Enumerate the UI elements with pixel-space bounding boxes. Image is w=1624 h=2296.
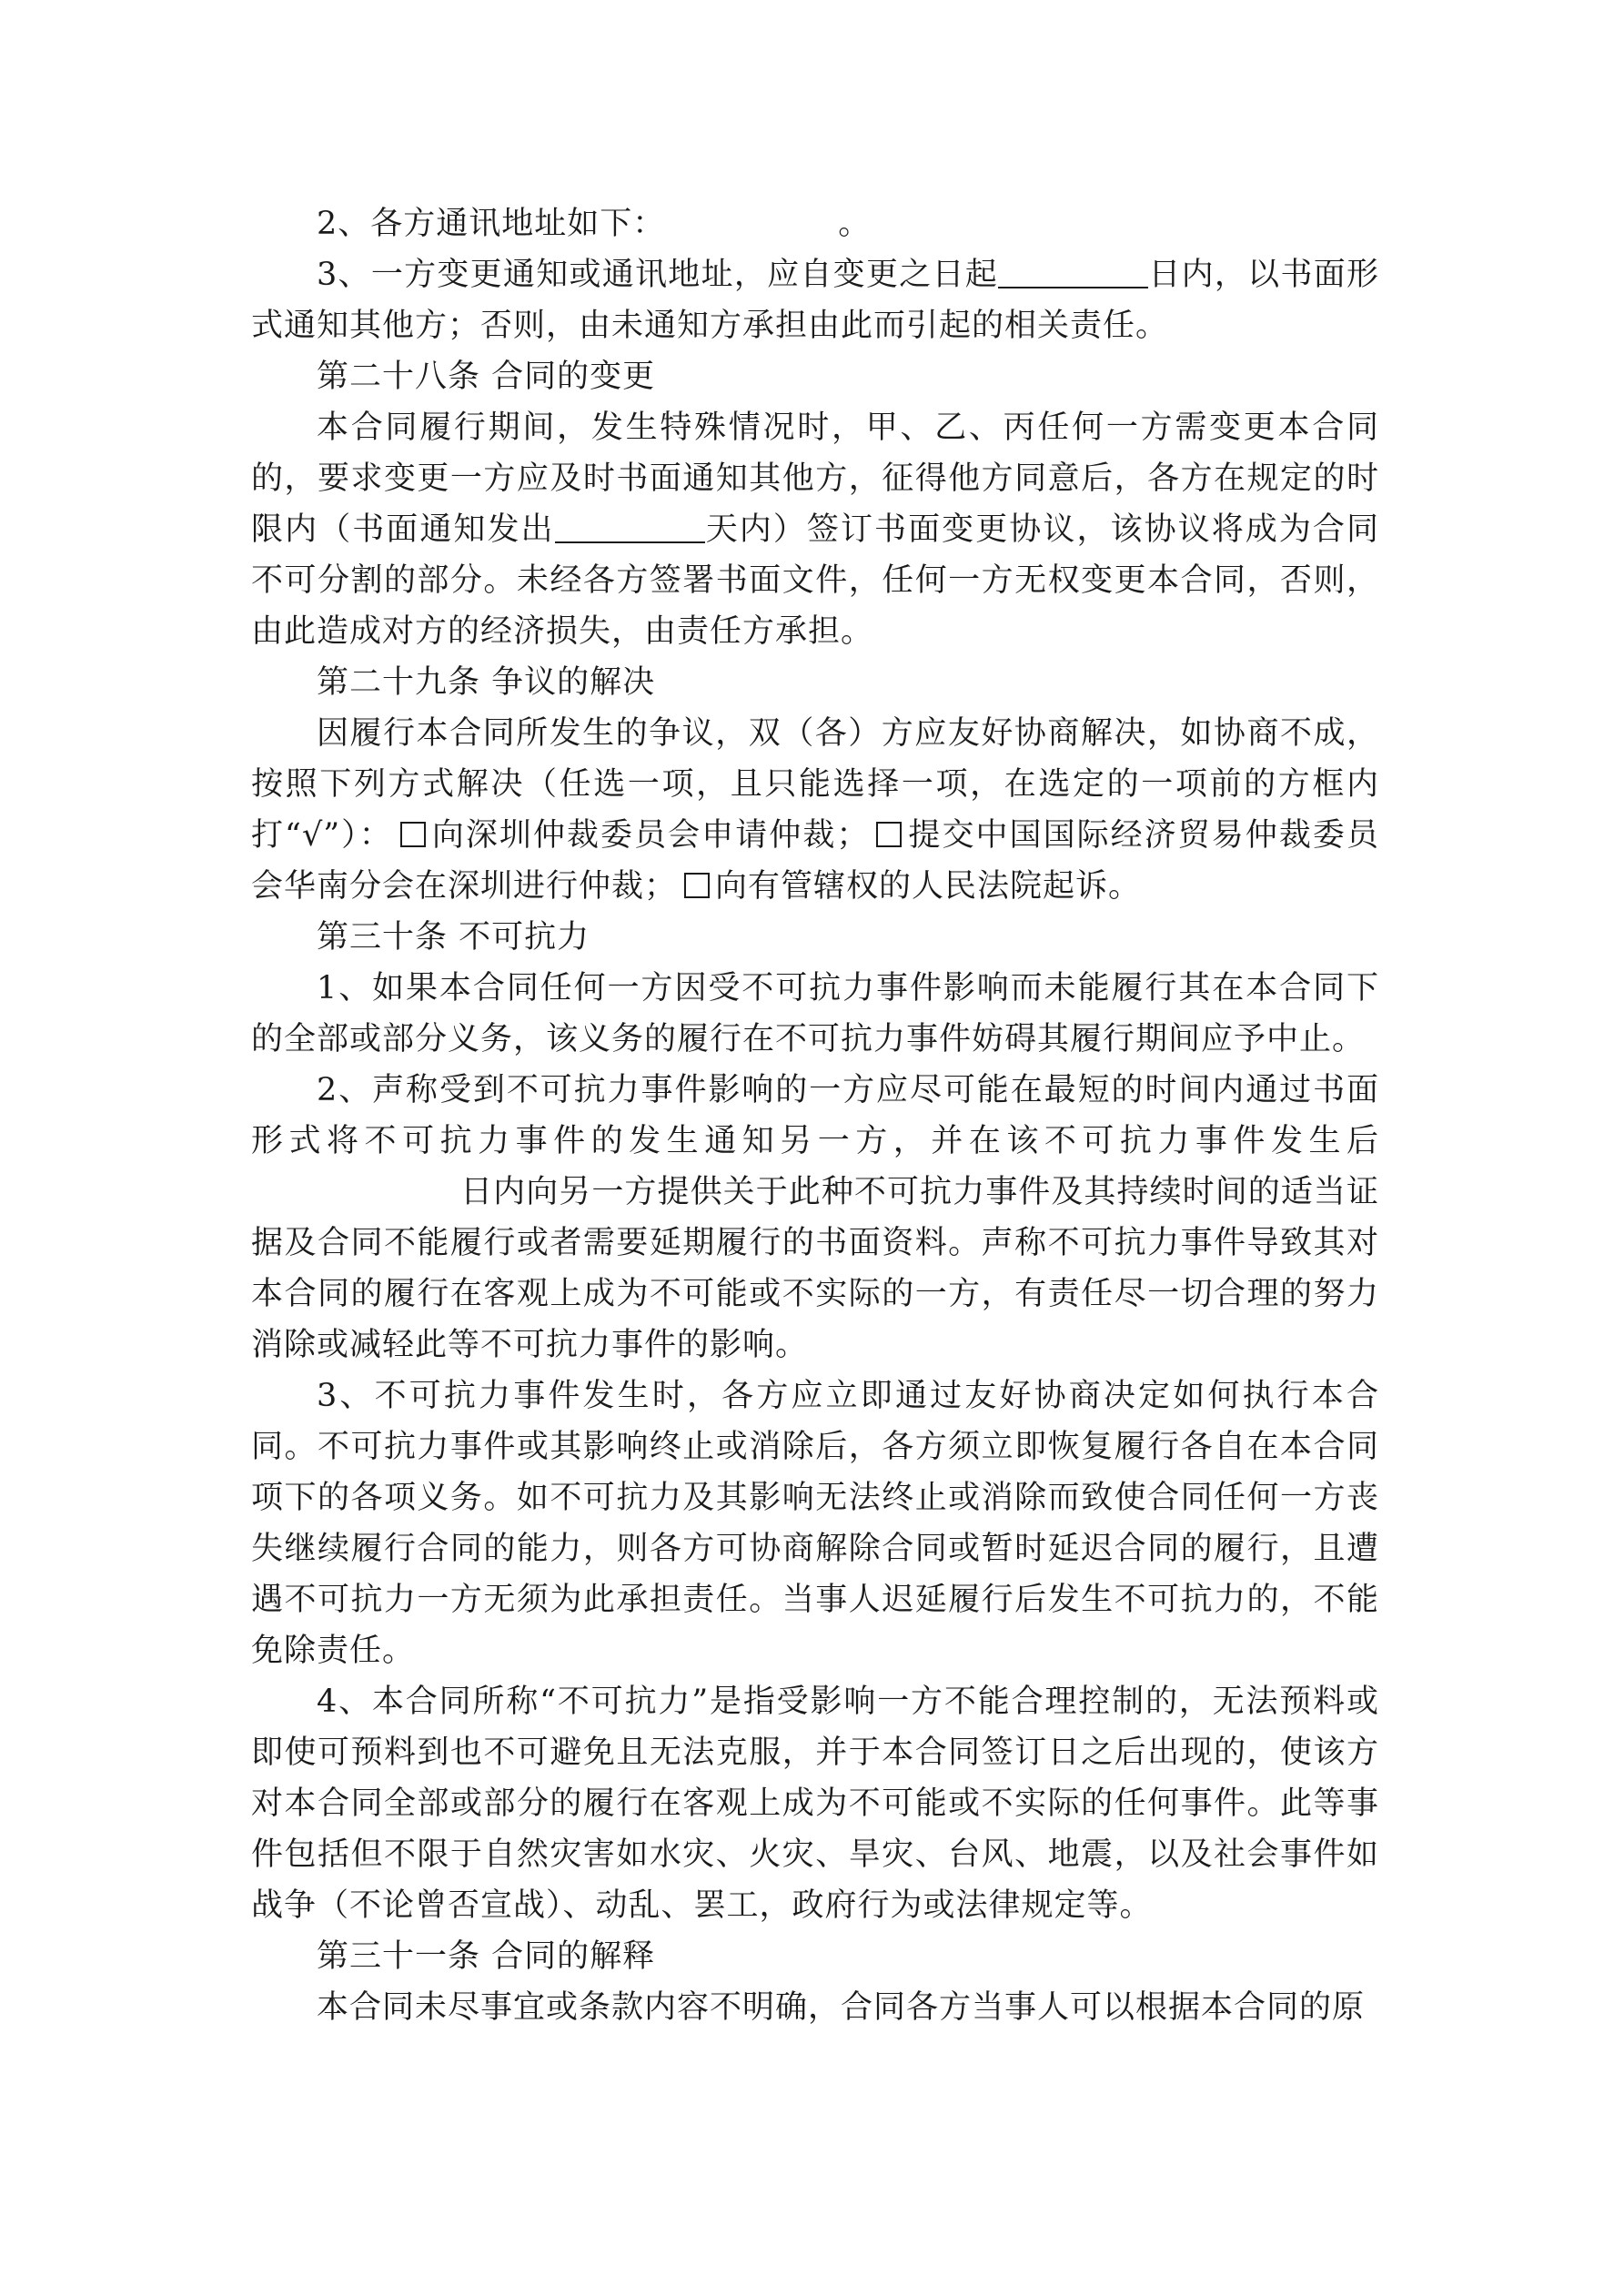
clause-27-item-2 xyxy=(251,198,1379,249)
clause-text: 。 xyxy=(838,206,872,242)
clause-28-body xyxy=(251,402,1379,657)
days-blank xyxy=(998,255,1148,288)
clause-text: 3、一方变更通知或通讯地址，应自变更之日起 xyxy=(317,257,999,293)
document-body xyxy=(251,198,1379,2033)
clause-29-body xyxy=(251,708,1379,912)
checkbox-arbitration-cietac[interactable] xyxy=(876,822,902,847)
clause-text: 日内，以书面形式通知其他方；否则，由未通知方承担由此而引起的相关责任。 xyxy=(251,257,1379,344)
clause-30-heading: 第三十条 不可抗力 xyxy=(317,919,590,956)
clause-31-body: 本合同未尽事宜或条款内容不明确，合同各方当事人可以根据本合同的原 xyxy=(317,1989,1366,2026)
clause-text: 本合同履行期间，发生特殊情况时，甲、乙、丙任何一方需变更本合同的，要求变更一方应及时书面通知其他方，征得他方同意后，各方在规定的时限内（书面通知发出 xyxy=(251,410,1379,548)
clause-30-item-4: 4、本合同所称“不可抗力”是指受影响一方不能合理控制的，无法预料或即使可预料到也不可避免且无法克服，并于本合同签订日之后出现的，使该方对本合同全部或部分的履行在客观上成为不可能或不实际的任何事件。此等事件包括但不限于自然灾害如水灾、火灾、旱灾、台风、地震，以及社会事件如战争（不论曾否宣战）、动乱、罢工，政府行为或法律规定等。 xyxy=(251,1684,1379,1924)
clause-30-item-2 xyxy=(251,1065,1379,1371)
clause-text: 2、声称受到不可抗力事件影响的一方应尽可能在最短的时间内通过书面形式将不可抗力事件的发生通知另一方，并在该不可抗力事件发生后 xyxy=(251,1072,1379,1159)
clause-29-heading: 第二十九条 争议的解决 xyxy=(317,664,656,701)
clause-30-item-3: 3、不可抗力事件发生时，各方应立即通过友好协商决定如何执行本合同。不可抗力事件或其影响终止或消除后，各方须立即恢复履行各自在本合同项下的各项义务。如不可抗力及其影响无法终止或消除而致使合同任何一方丧失继续履行合同的能力，则各方可协商解除合同或暂时延迟合同的履行，且遭遇不可抗力一方无须为此承担责任。当事人迟延履行后发生不可抗力的，不能免除责任。 xyxy=(251,1378,1379,1669)
clause-27-item-3 xyxy=(251,249,1379,351)
clause-text: 日内向另一方提供关于此种不可抗力事件及其持续时间的适当证据及合同不能履行或者需要延期履行的书面资料。声称不可抗力事件导致其对本合同的履行在客观上成为不可能或不实际的一方，有责任尽一切合理的努力消除或减轻此等不可抗力事件的影响。 xyxy=(251,1174,1379,1363)
clause-text: 天内）签订书面变更协议，该协议将成为合同不可分割的部分。未经各方签署书面文件，任何一方无权变更本合同，否则，由此造成对方的经济损失，由责任方承担。 xyxy=(251,511,1379,650)
checkbox-arbitration-shenzhen[interactable] xyxy=(400,822,426,847)
clause-text: 2、各方通讯地址如下： xyxy=(317,206,666,242)
option-label: 提交中国国际经济贸易仲裁委员会华南分会在深圳进行仲裁； xyxy=(251,817,1379,905)
option-label: 向深圳仲裁委员会申请仲裁； xyxy=(430,817,870,854)
clause-28-heading: 第二十八条 合同的变更 xyxy=(317,359,656,395)
clause-30-item-1: 1、如果本合同任何一方因受不可抗力事件影响而未能履行其在本合同下的全部或部分义务，该义务的履行在不可抗力事件妨碍其履行期间应予中止。 xyxy=(251,970,1379,1057)
option-label: 向有管辖权的人民法院起诉。 xyxy=(715,868,1142,905)
checkbox-court[interactable] xyxy=(684,873,710,898)
clause-31-heading: 第三十一条 合同的解释 xyxy=(317,1938,656,1975)
days-blank xyxy=(555,510,705,543)
clause-text: 因履行本合同所发生的争议，双（各）方应友好协商解决，如协商不成，按照下列方式解决（任选一项，且只能选择一项，在选定的一项前的方框内打“√”）： xyxy=(251,715,1379,854)
